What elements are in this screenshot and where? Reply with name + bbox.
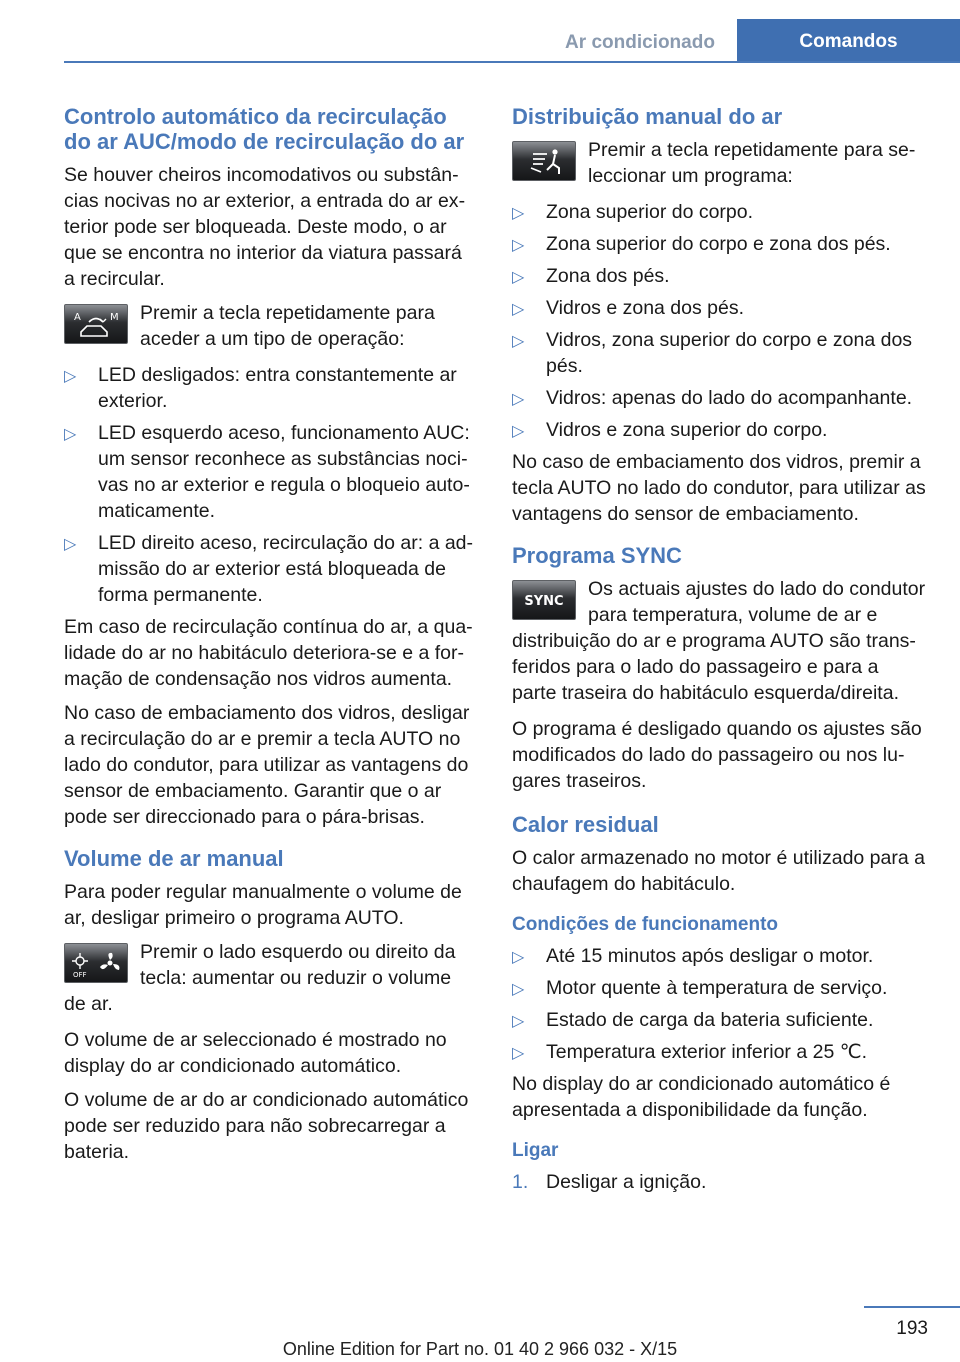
list-item: ▷ Vidros e zona superior do corpo. xyxy=(512,417,928,443)
footer-edition-text: Online Edition for Part no. 01 40 2 966 032 - X/15 xyxy=(282,1339,678,1359)
bullet-triangle-icon: ▷ xyxy=(512,333,525,350)
list-item: ▷ Vidros: apenas do lado do acompanhante. xyxy=(512,385,928,411)
bullet-triangle-icon: ▷ xyxy=(512,981,525,998)
auc-mode-list xyxy=(64,362,478,608)
svg-text:OFF: OFF xyxy=(73,971,87,979)
list-item: ▷ Zona superior do corpo. xyxy=(512,199,928,225)
list-item: ▷ LED direito aceso, recirculação do ar: a admissão do ar exterior está bloqueada de forma permanente. xyxy=(64,532,474,606)
sync-key-text: Os actuais ajustes do lado do condutor para temperatura, volume de ar e distribuição do ar e programa AUTO são transferidos para o lado do passageiro e para a parte traseira do habitáculo esquerda/direita. xyxy=(512,578,926,704)
sync-key-block xyxy=(512,576,928,706)
step-number: 1. xyxy=(512,1171,529,1193)
distribution-key-block xyxy=(512,137,928,189)
bullet-triangle-icon: ▷ xyxy=(512,301,525,318)
residual-heat-section-title: Calor residual xyxy=(512,812,659,837)
air-distribution-key-icon xyxy=(512,141,576,181)
svg-text:M: M xyxy=(110,312,119,323)
list-item: ▷ Zona dos pés. xyxy=(512,263,928,289)
right-column xyxy=(512,104,928,1201)
svg-text:A: A xyxy=(74,312,81,323)
auc-key-text: Premir a tecla repetidamente para aceder a um tipo de operação: xyxy=(140,302,435,350)
bullet-triangle-icon: ▷ xyxy=(512,391,525,408)
bullet-triangle-icon: ▷ xyxy=(512,423,525,440)
volume-key-text: Premir o lado esquerdo ou direito da tecla: aumentar ou reduzir o volume de ar. xyxy=(64,941,456,1015)
fan-key-icon xyxy=(64,943,128,983)
operating-conditions-list xyxy=(512,943,928,1065)
auc-intro: Se houver cheiros incomodativos ou substâncias nocivas no ar exterior, a entrada do ar exterior pode ser bloqueada. Deste modo, o ar que se encontra no interior da viatura passará a recircular. xyxy=(64,164,466,290)
active-section-tab[interactable]: Comandos xyxy=(737,19,960,61)
auc-paragraph-2: Em caso de recirculação contínua do ar, a qualidade do ar no habitáculo deteriora-se e a formação de condensação nos vidros aumenta. xyxy=(64,616,473,690)
header-divider xyxy=(64,61,960,63)
switch-on-steps xyxy=(512,1169,928,1195)
list-item: 1. Desligar a ignição. xyxy=(512,1171,707,1193)
operating-conditions-title: Condições de funcionamento xyxy=(512,914,779,935)
bullet-triangle-icon: ▷ xyxy=(64,368,77,385)
list-item: ▷ Estado de carga da bateria suficiente. xyxy=(512,1007,928,1033)
left-column xyxy=(64,104,478,1173)
auc-section-title: Controlo automático da recirculação do ar AUC/modo de recirculação do ar xyxy=(64,104,465,154)
sync-section-title: Programa SYNC xyxy=(512,543,682,568)
page-header xyxy=(0,0,960,64)
bullet-triangle-icon: ▷ xyxy=(512,237,525,254)
list-item: ▷ Até 15 minutos após desligar o motor. xyxy=(512,943,928,969)
volume-key-block xyxy=(64,939,478,1017)
recirculation-key-icon xyxy=(64,304,128,344)
distribution-section-title: Distribuição manual do ar xyxy=(512,104,783,129)
list-item: ▷ Vidros e zona dos pés. xyxy=(512,295,928,321)
bullet-triangle-icon: ▷ xyxy=(64,536,77,553)
sync-paragraph-2: O programa é desligado quando os ajustes são modificados do lado do passageiro ou nos lugares traseiros. xyxy=(512,718,922,792)
list-item: ▷ Motor quente à temperatura de serviço. xyxy=(512,975,928,1001)
switch-on-title: Ligar xyxy=(512,1140,559,1161)
distribution-program-list xyxy=(512,199,928,443)
bullet-triangle-icon: ▷ xyxy=(512,949,525,966)
auc-paragraph-3: No caso de embaciamento dos vidros, desligar a recirculação do ar e premir a tecla AUTO no lado do condutor, para utilizar as vantagens do sensor de embaciamento. Garantir que o ar pode ser direccionado para o pára-brisas. xyxy=(64,702,470,828)
operating-conditions-paragraph: No display do ar condicionado automático é apresentada a disponibilidade da função. xyxy=(512,1073,891,1121)
list-item: ▷ Zona superior do corpo e zona dos pés. xyxy=(512,231,928,257)
breadcrumb-chapter[interactable]: Ar condicionado xyxy=(565,32,715,53)
distribution-key-text: Premir a tecla repetidamente para seleccionar um programa: xyxy=(588,139,916,187)
bullet-triangle-icon: ▷ xyxy=(512,1013,525,1030)
volume-section-title: Volume de ar manual xyxy=(64,846,284,871)
volume-paragraph-3: O volume de ar do ar condicionado automático pode ser reduzido para não sobrecarregar a bateria. xyxy=(64,1089,469,1163)
list-item: ▷ Temperatura exterior inferior a 25 ℃. xyxy=(512,1039,928,1065)
sync-key-icon xyxy=(512,580,576,620)
list-item: ▷ LED esquerdo aceso, funcionamento AUC: um sensor reconhece as substâncias nocivas no ar exterior e regula o bloqueio automaticamente. xyxy=(64,422,470,522)
bullet-triangle-icon: ▷ xyxy=(512,269,525,286)
residual-heat-intro: O calor armazenado no motor é utilizado para a chaufagem do habitáculo. xyxy=(512,847,925,895)
bullet-triangle-icon: ▷ xyxy=(64,426,77,443)
auc-key-block xyxy=(64,300,478,352)
list-item: ▷ Vidros, zona superior do corpo e zona dos pés. xyxy=(512,329,913,377)
distribution-paragraph-2: No caso de embaciamento dos vidros, premir a tecla AUTO no lado do condutor, para utilizar as vantagens do sensor de embaciamento. xyxy=(512,451,926,525)
sync-key-label: SYNC xyxy=(524,594,564,609)
volume-intro: Para poder regular manualmente o volume de ar, desligar primeiro o programa AUTO. xyxy=(64,881,462,929)
bullet-triangle-icon: ▷ xyxy=(512,1045,525,1062)
volume-paragraph-2: O volume de ar seleccionado é mostrado no display do ar condicionado automático. xyxy=(64,1029,447,1077)
bullet-triangle-icon: ▷ xyxy=(512,205,525,222)
footer-divider xyxy=(864,1306,960,1308)
list-item: ▷ LED desligados: entra constantemente ar exterior. xyxy=(64,364,457,412)
page-number: 193 xyxy=(896,1318,928,1339)
